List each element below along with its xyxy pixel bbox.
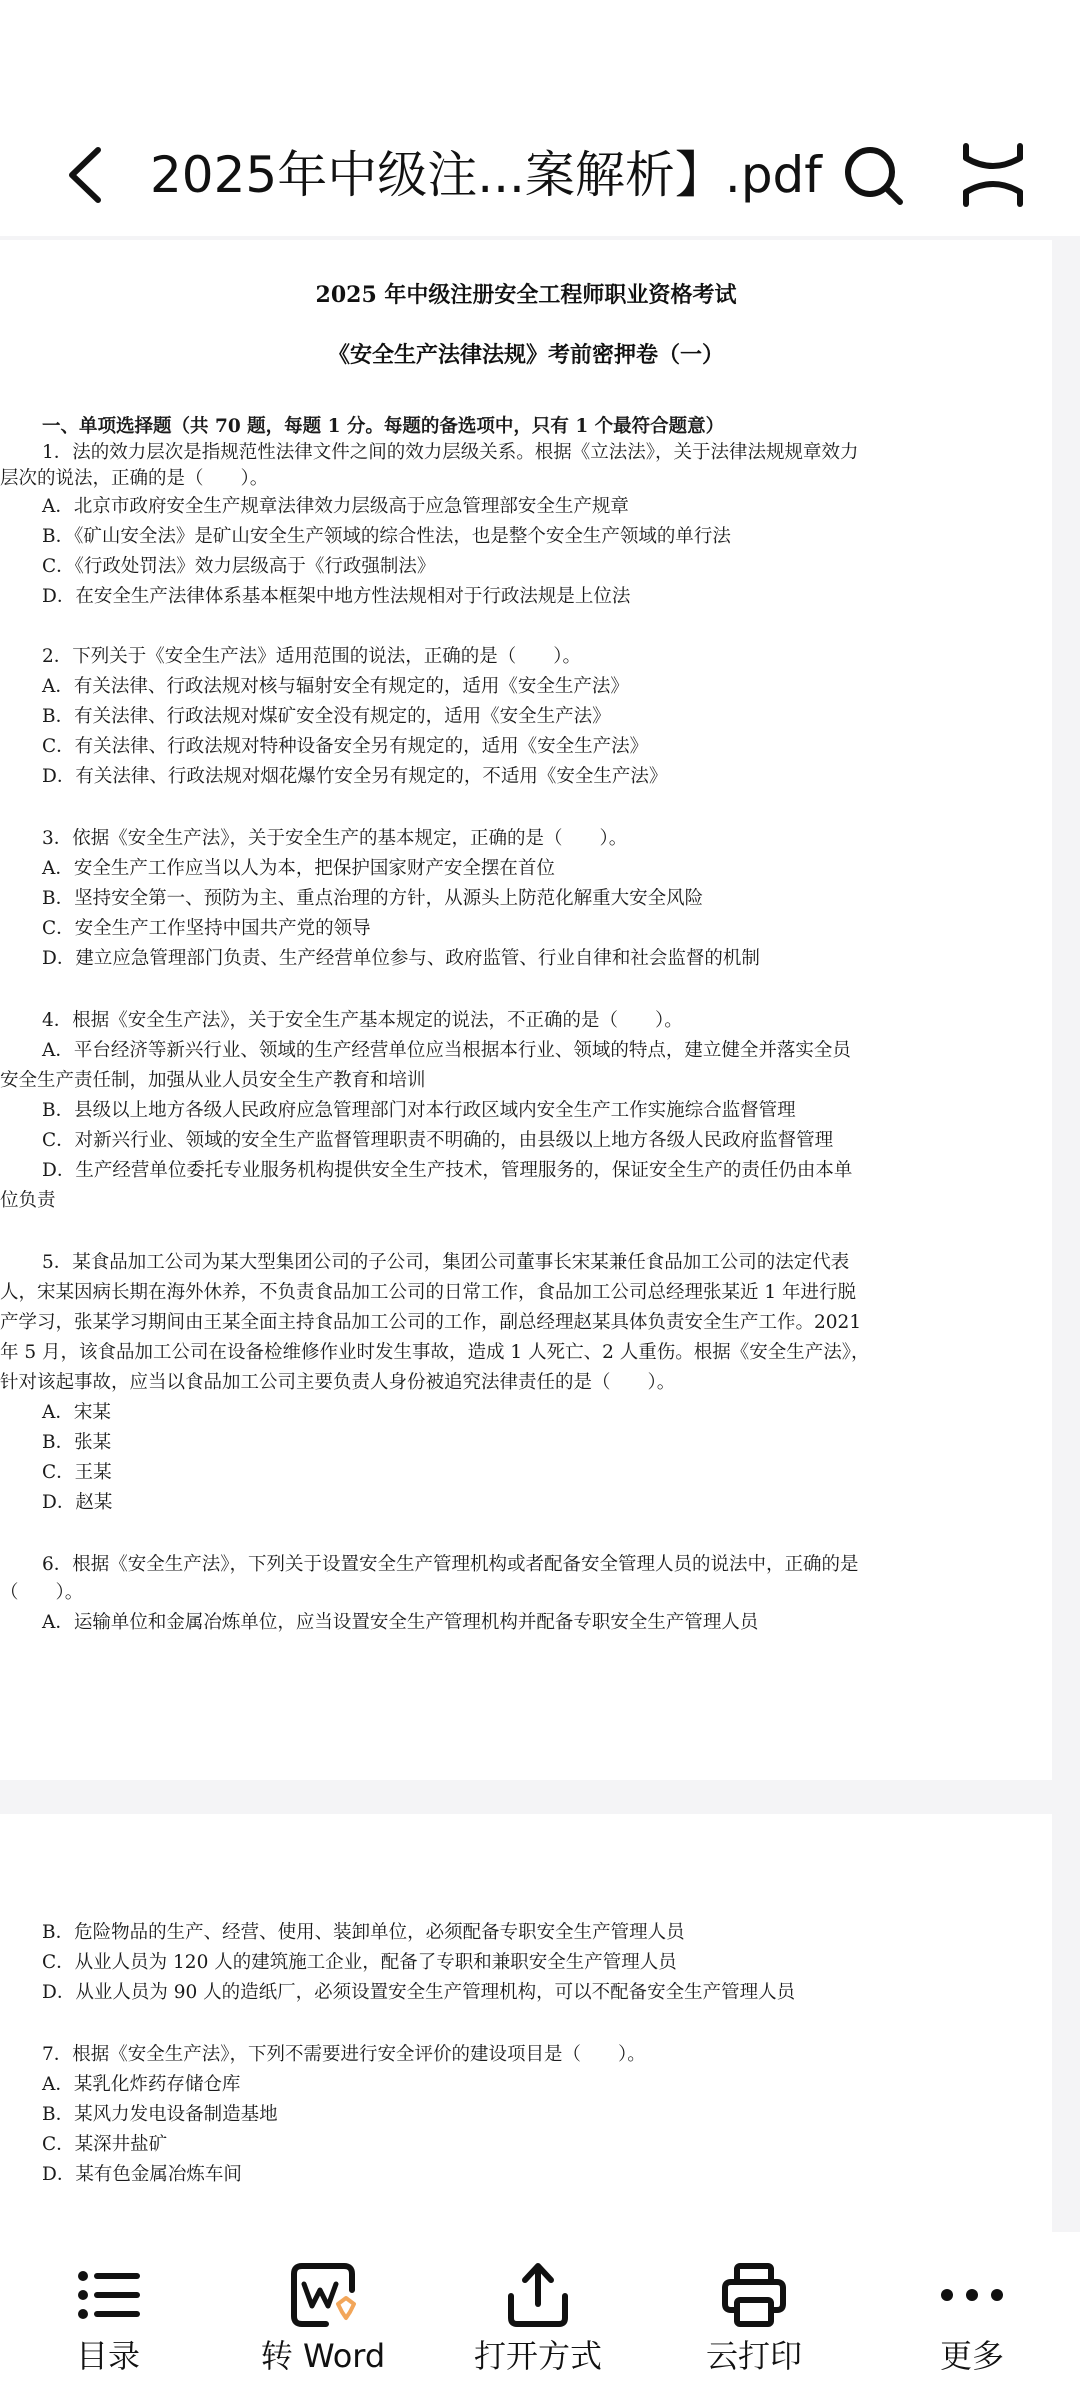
option-line: A．平台经济等新兴行业、领域的生产经营单位应当根据本行业、领域的特点，建立健全并落实全员 <box>42 1040 851 1061</box>
open-with-button[interactable] <box>458 2232 618 2388</box>
option-line: B．危险物品的生产、经营、使用、装卸单位，必须配备专职安全生产管理人员 <box>42 1922 685 1943</box>
list-icon <box>73 2260 143 2330</box>
section-heading: 一、单项选择题（共 70 题，每题 1 分。每题的备选项中，只有 1 个最符合题意） <box>42 416 725 437</box>
back-button[interactable] <box>58 140 118 210</box>
question-line: 3．依据《安全生产法》，关于安全生产的基本规定，正确的是（ ）。 <box>42 828 628 849</box>
convert-word-label: 转 Word <box>260 2337 386 2375</box>
share-icon <box>503 2260 573 2330</box>
question-line: 4．根据《安全生产法》，关于安全生产基本规定的说法，不正确的是（ ）。 <box>42 1010 683 1031</box>
convert-word-icon <box>288 2260 358 2330</box>
option-line: B．县级以上地方各级人民政府应急管理部门对本行政区域内安全生产工作实施综合监督管理 <box>42 1100 796 1121</box>
option-line: C．对新兴行业、领域的安全生产监督管理职责不明确的，由县级以上地方各级人民政府监督管理 <box>42 1130 834 1151</box>
option-line: C．有关法律、行政法规对特种设备安全另有规定的，适用《安全生产法》 <box>42 736 649 757</box>
option-line: C．某深井盐矿 <box>42 2134 168 2155</box>
question-line: 针对该起事故，应当以食品加工公司主要负责人身份被追究法律责任的是（ ）。 <box>0 1372 676 1393</box>
search-icon <box>838 140 908 210</box>
option-line: C．安全生产工作坚持中国共产党的领导 <box>42 918 371 939</box>
question-line: 6．根据《安全生产法》，下列关于设置安全生产管理机构或者配备安全管理人员的说法中，正确的是 <box>42 1554 859 1575</box>
open-with-label: 打开方式 <box>473 2337 602 2375</box>
option-line: B．有关法律、行政法规对煤矿安全没有规定的，适用《安全生产法》 <box>42 706 611 727</box>
more-label: 更多 <box>939 2337 1004 2375</box>
question-line: 人，宋某因病长期在海外休养，不负责食品加工公司的日常工作，食品加工公司总经理张某近 1 年进行脱 <box>0 1282 857 1303</box>
pdf-page-2 <box>0 1814 1052 2232</box>
pdf-page-1 <box>0 240 1052 1780</box>
option-line: C．从业人员为 120 人的建筑施工企业，配备了专职和兼职安全生产管理人员 <box>42 1952 677 1973</box>
option-line: A．宋某 <box>42 1402 111 1423</box>
option-line: B．《矿山安全法》是矿山安全生产领域的综合性法，也是整个安全生产领域的单行法 <box>42 526 731 547</box>
option-line: D．从业人员为 90 人的造纸厂，必须设置安全生产管理机构，可以不配备安全生产管理人员 <box>42 1982 796 2003</box>
hourglass-icon <box>958 140 1028 210</box>
option-line: 安全生产责任制，加强从业人员安全生产教育和培训 <box>0 1070 426 1091</box>
bottom-toolbar <box>0 2232 1080 2388</box>
option-line: A．运输单位和金属冶炼单位，应当设置安全生产管理机构并配备专职安全生产管理人员 <box>42 1612 759 1633</box>
question-line: 产学习，张某学习期间由王某全面主持食品加工公司的工作，副总经理赵某具体负责安全生产工作。2021 <box>0 1312 862 1333</box>
document-title: 2025年中级注...案解析】.pdf <box>150 146 822 204</box>
option-line: C．王某 <box>42 1462 112 1483</box>
option-line: D．生产经营单位委托专业服务机构提供安全生产技术，管理服务的，保证安全生产的责任仍由本单 <box>42 1160 853 1181</box>
option-line: A．有关法律、行政法规对核与辐射安全有规定的，适用《安全生产法》 <box>42 676 629 697</box>
question-line: （ ）。 <box>0 1582 84 1603</box>
option-line: D．建立应急管理部门负责、生产经营单位参与、政府监管、行业自律和社会监督的机制 <box>42 948 760 969</box>
option-line: 位负责 <box>0 1190 56 1211</box>
top-bar <box>0 0 1080 236</box>
cloud-print-label: 云打印 <box>705 2337 802 2375</box>
option-line: B．坚持安全第一、预防为主、重点治理的方针，从源头上防范化解重大安全风险 <box>42 888 704 909</box>
option-line: A．北京市政府安全生产规章法律效力层级高于应急管理部安全生产规章 <box>42 496 629 517</box>
option-line: D．有关法律、行政法规对烟花爆竹安全另有规定的，不适用《安全生产法》 <box>42 766 668 787</box>
question-line: 5．某食品加工公司为某大型集团公司的子公司，集团公司董事长宋某兼任食品加工公司的法定代表 <box>42 1252 850 1273</box>
question-line: 1．法的效力层次是指规范性法律文件之间的效力层级关系。根据《立法法》，关于法律法规规章效力 <box>42 442 859 463</box>
toc-label: 目录 <box>75 2337 140 2375</box>
option-line: D．赵某 <box>42 1492 113 1513</box>
document-viewer[interactable] <box>0 236 1080 2232</box>
more-dots-icon <box>937 2260 1007 2330</box>
option-line: C．《行政处罚法》效力层级高于《行政强制法》 <box>42 556 436 577</box>
doc-title-line2: 《安全生产法律法规》考前密押卷（一） <box>327 342 724 368</box>
printer-icon <box>719 2260 789 2330</box>
chevron-left-icon <box>58 140 118 210</box>
page-mode-button[interactable] <box>958 140 1028 210</box>
option-line: B．张某 <box>42 1432 112 1453</box>
more-button[interactable] <box>892 2232 1052 2388</box>
option-line: D．在安全生产法律体系基本框架中地方性法规相对于行政法规是上位法 <box>42 586 631 607</box>
question-line: 2．下列关于《安全生产法》适用范围的说法，正确的是（ ）。 <box>42 646 582 667</box>
option-line: A．安全生产工作应当以人为本，把保护国家财产安全摆在首位 <box>42 858 555 879</box>
cloud-print-button[interactable] <box>674 2232 834 2388</box>
option-line: D．某有色金属冶炼车间 <box>42 2164 242 2185</box>
question-line: 年 5 月，该食品加工公司在设备检维修作业时发生事故，造成 1 人死亡、2 人重伤。根据《安全生产法》， <box>0 1342 870 1363</box>
question-line: 7．根据《安全生产法》，下列不需要进行安全评价的建设项目是（ ）。 <box>42 2044 646 2065</box>
toc-button[interactable] <box>28 2232 188 2388</box>
option-line: B．某风力发电设备制造基地 <box>42 2104 278 2125</box>
search-button[interactable] <box>838 140 908 210</box>
doc-title-line1: 2025 年中级注册安全工程师职业资格考试 <box>315 282 737 308</box>
option-line: A．某乳化炸药存储仓库 <box>42 2074 241 2095</box>
question-line: 层次的说法，正确的是（ ）。 <box>0 468 269 489</box>
convert-word-button[interactable] <box>243 2232 403 2388</box>
